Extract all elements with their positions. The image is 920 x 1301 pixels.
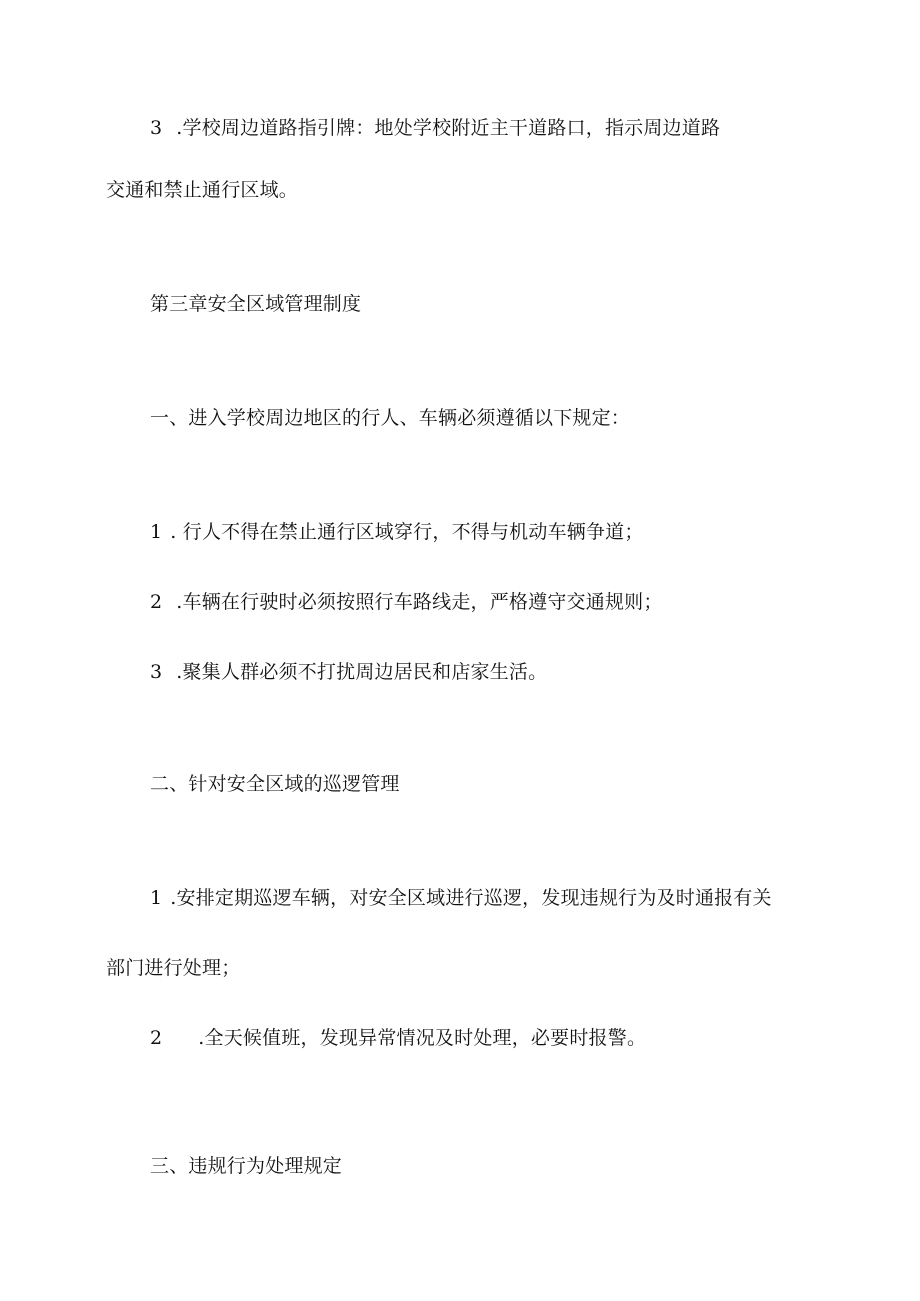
heading-text: 二、针对安全区域的巡逻管理 [150,773,400,795]
item-number: 2 [150,1027,163,1049]
item-text: 部门进行处理； [106,957,241,979]
list-item-patrol-2 [150,1026,646,1050]
item-text: 交通和禁止通行区域。 [106,179,299,201]
item-text: . 行人不得在禁止通行区域穿行，不得与机动车辆争道； [170,521,644,543]
item-number: 1 [150,521,163,543]
list-item-continuation [106,956,240,980]
section-heading-1 [150,406,630,430]
chapter-heading [150,292,361,316]
list-item-rule-2 [150,590,663,614]
item-number: 3 [150,661,163,683]
item-number: 1 [150,887,163,909]
section-heading-2 [150,772,400,796]
heading-text: 一、进入学校周边地区的行人、车辆必须遵循以下规定： [150,407,631,429]
list-item-continuation [106,178,298,202]
item-text: .学校周边道路指引牌：地处学校附近主干道路口，指示周边道路 [176,117,721,139]
item-text: .聚集人群必须不打扰周边居民和店家生活。 [176,661,548,683]
list-item-rule-3 [150,660,547,684]
section-heading-3 [150,1154,342,1178]
list-item-patrol-1 [150,886,772,910]
item-text: .安排定期巡逻车辆，对安全区域进行巡逻，发现违规行为及时通报有关 [170,887,772,909]
item-text: .全天候值班，发现异常情况及时处理，必要时报警。 [198,1027,647,1049]
heading-text: 第三章安全区域管理制度 [150,293,362,315]
list-item-signs [150,116,720,140]
heading-text: 三、违规行为处理规定 [150,1155,343,1177]
item-number: 3 [150,117,163,139]
item-text: .车辆在行驶时必须按照行车路线走，严格遵守交通规则； [176,591,663,613]
item-number: 2 [150,591,163,613]
list-item-rule-1 [150,520,644,544]
